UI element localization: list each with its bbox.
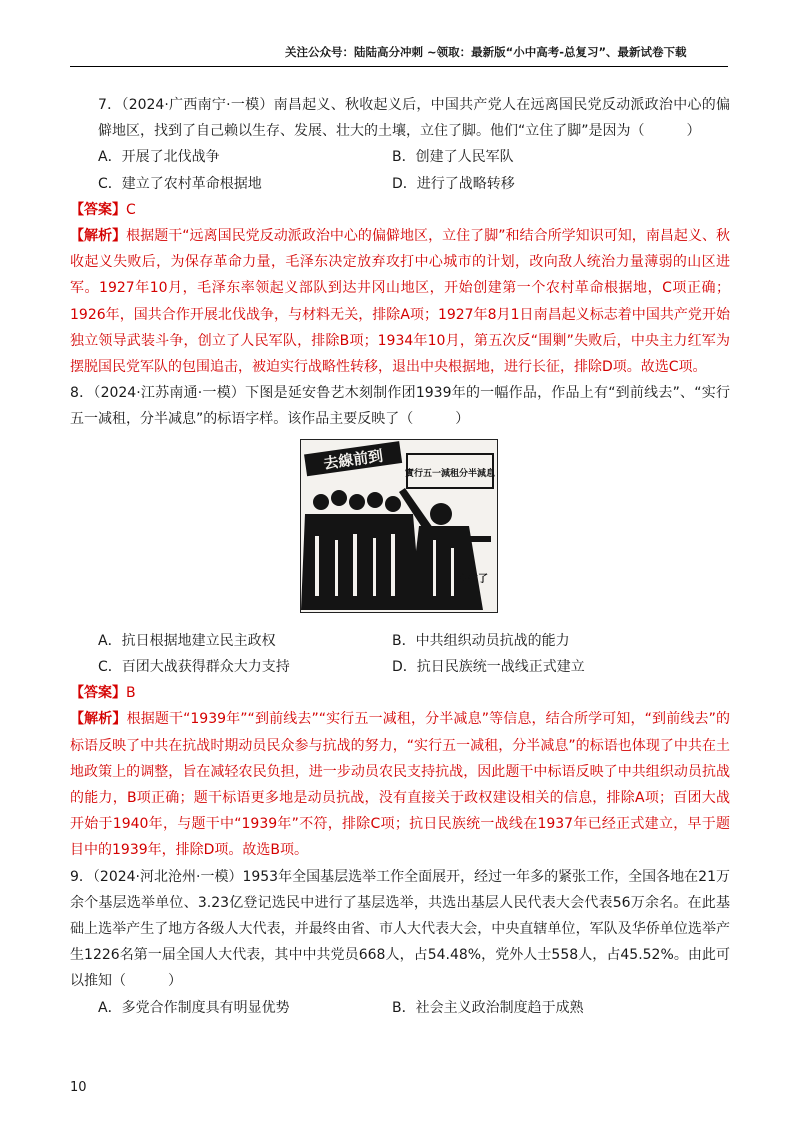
option-b: B．创建了人民军队 [392,149,514,166]
banner-left-text: 去線前到 [322,446,385,473]
option-d: D．抗日民族统一战线正式建立 [392,659,585,676]
option-b: B．社会主义政治制度趋于成熟 [392,999,584,1016]
answer-line [70,197,730,223]
question-9 [70,864,730,1021]
answer-value: B [126,685,136,702]
options-row [70,171,730,197]
question-stem: 9．（2024·河北沧州·一模）1953年全国基层选举工作全面展开，经过一年多的紧张工作，全国各地在21万余个基层选举单位、3.23亿登记选民中进行了基层选举，共选出基层人民代表大会代表56万余名。在此基础上选举产生了地方各级人大代表，并最终由省、市人大代表大会，中央直辖单位，军队及华侨单位选举产生1226名第一届全国人大代表，其中中共党员668人，占54.48%，党外人士558人，占45.52%。由此可以推知（ ） [70,868,730,990]
question-stem: 7．（2024·广西南宁·一模）南昌起义、秋收起义后，中国共产党人在远离国民党反动派政治中心的偏僻地区，找到了自己赖以生存、发展、壮大的土壤，立住了脚。他们“立住了脚”是因为（ ） [98,97,730,140]
options-row [70,144,730,170]
option-a: A．多党合作制度具有明显优势 [98,999,290,1016]
page-number: 10 [70,1080,87,1095]
option-b: B．中共组织动员抗战的能力 [392,632,570,649]
page-header: 关注公众号：陆陆高分冲刺 ~领取：最新版“小中高考-总复习”、最新试卷下载 [285,45,687,59]
header-divider [70,66,728,67]
sign-text: 立住了 [458,573,488,585]
answer-value: C [126,201,136,218]
question-stem: 8．（2024·江苏南通·一模）下图是延安鲁艺木刻制作团1939年的一幅作品，作品上有“到前线去”、“实行五一减租，分半减息”的标语字样。该作品主要反映了（ ） [70,385,730,428]
analysis-label: 【解析】 [70,228,127,245]
banner-right-text: 實行五一減租分半減息 [404,468,496,479]
option-a: A．抗日根据地建立民主政权 [98,632,276,649]
analysis-block [70,223,730,380]
answer-label: 【答案】 [70,201,126,218]
answer-label: 【答案】 [70,685,126,702]
options-row [70,995,730,1021]
question-8 [70,380,730,863]
option-d: D．进行了战略转移 [392,175,515,192]
option-c: C．百团大战获得群众大力支持 [98,659,290,676]
options-row [70,654,730,680]
document-body [70,92,730,1021]
question-7 [70,92,730,380]
analysis-label: 【解析】 [70,711,127,728]
options-row [70,628,730,654]
woodcut-figure [300,439,498,613]
analysis-block [70,706,730,863]
option-c: C．建立了农村革命根据地 [98,175,262,192]
analysis-text: 根据题干“远离国民党反动派政治中心的偏僻地区，立住了脚”和结合所学知识可知，南昌起义、秋收起义失败后，为保存革命力量，毛泽东决定放弃攻打中心城市的计划，改向敌人统治力量薄弱的山区进军。1927年10月，毛泽东率领起义部队到达井冈山地区，开始创建第一个农村革命根据地，C项正确；1926年，国共合作开展北伐战争，与材料无关，排除A项；1927年8月1日南昌起义标志着中国共产党开始独立领导武装斗争，创立了人民军队，排除B项；1934年10月，第五次反“围剿”失败后，中央主力红军为摆脱国民党军队的包围追击，被迫实行战略性转移，退出中央根据地，进行长征，排除D项。故选C项。 [70,228,731,376]
option-a: A．开展了北伐战争 [98,149,220,166]
answer-line [70,680,730,706]
analysis-text: 根据题干“1939年”“到前线去”“实行五一减租，分半减息”等信息，结合所学可知，“到前线去”的标语反映了中共在抗战时期动员民众参与抗战的努力，“实行五一减租，分半减息”的标语也体现了中共在土地政策上的调整，旨在减轻农民负担，进一步动员农民支持抗战，因此题干中标语反映了中共组织动员抗战的能力，B项正确；题干标语更多地是动员抗战，没有直接关于政权建设相关的信息，排除A项；百团大战开始于1940年，与题干中“1939年”不符，排除C项；抗日民族统一战线在1937年已经正式建立，早于题目中的1939年，排除D项。故选B项。 [70,711,731,859]
